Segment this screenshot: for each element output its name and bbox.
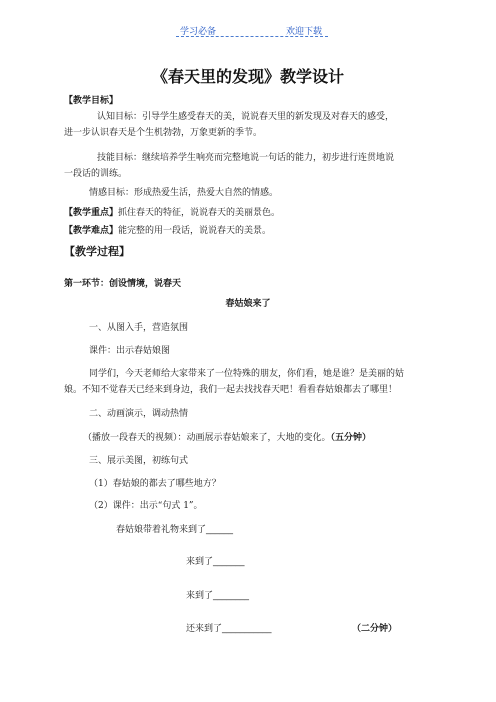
difficulty-text: 能完整的用一段话，说说春天的美景。 (118, 226, 272, 236)
key-point (64, 207, 280, 219)
courseware-line: 课件：出示春姑娘图 (89, 346, 171, 356)
video-duration: （五分钟） (330, 433, 372, 443)
step1-heading: 一、从图入手，营造氛围 (89, 323, 189, 333)
section1-subheading: 春姑娘来了 (225, 299, 271, 309)
intro-paragraph-line-2: 娘。不知不觉春天已经来到身边，我们一起去找找春天吧！看看春姑娘都去了哪里！ (64, 385, 398, 395)
question-2: （2）课件：出示“句式 1”。 (89, 501, 203, 511)
difficulty-label: 【教学难点】 (64, 226, 119, 236)
sentence-pattern-line-3: 来到了________ (186, 591, 250, 601)
header-right-text: 欢迎下载 (285, 27, 322, 37)
sentence-pattern-line-2: 来到了_______ (186, 557, 245, 567)
difficulty (64, 225, 271, 237)
sentence-pattern-line-4: 还来到了___________ (186, 624, 272, 634)
intro-paragraph-line-1: 同学们，今天老师给大家带来了一位特殊的朋友，你们看，她是谁？是美丽的姑 (89, 369, 405, 379)
emotion-goal: 情感目标：形成热爱生活，热爱大自然的情感。 (89, 188, 279, 198)
section1-heading: 第一环节：创设情境，说春天 (64, 279, 182, 289)
sentence-pattern-line-1: 春姑娘带着礼物来到了______ (116, 525, 234, 535)
key-point-text: 抓住春天的特征，说说春天的美丽景色。 (118, 208, 281, 218)
step2-heading: 二、动画演示，调动热情 (89, 409, 189, 419)
cognitive-goal-line-1: 认知目标：引导学生感受春天的美，说说春天里的新发现及对春天的感受， (97, 112, 395, 122)
video-line (83, 432, 371, 444)
page-header (176, 22, 328, 37)
key-point-label: 【教学重点】 (64, 208, 119, 218)
process-heading: 【教学过程】 (64, 245, 130, 258)
skill-goal-line-2: 一段话的训练。 (64, 169, 128, 179)
cognitive-goal-line-2: 进一步认识春天是个生机勃勃，万象更新的季节。 (64, 128, 263, 138)
goals-heading: 【教学目标】 (64, 96, 119, 106)
question-1: （1）春姑娘的都去了哪些地方？ (89, 479, 221, 489)
step3-heading: 三、展示美图，初练句式 (89, 456, 189, 466)
pattern-duration: （二分钟） (352, 624, 398, 634)
skill-goal-line-1: 技能目标：继续培养学生响亮而完整地说一句话的能力，初步进行连贯地说 (97, 153, 395, 163)
video-description: （播放一段春天的视频）：动画展示春姑娘来了，大地的变化。 (83, 433, 331, 443)
document-title: 《春天里的发现》教学设计 (151, 67, 344, 86)
header-left-text: 学习必备 (180, 27, 217, 37)
